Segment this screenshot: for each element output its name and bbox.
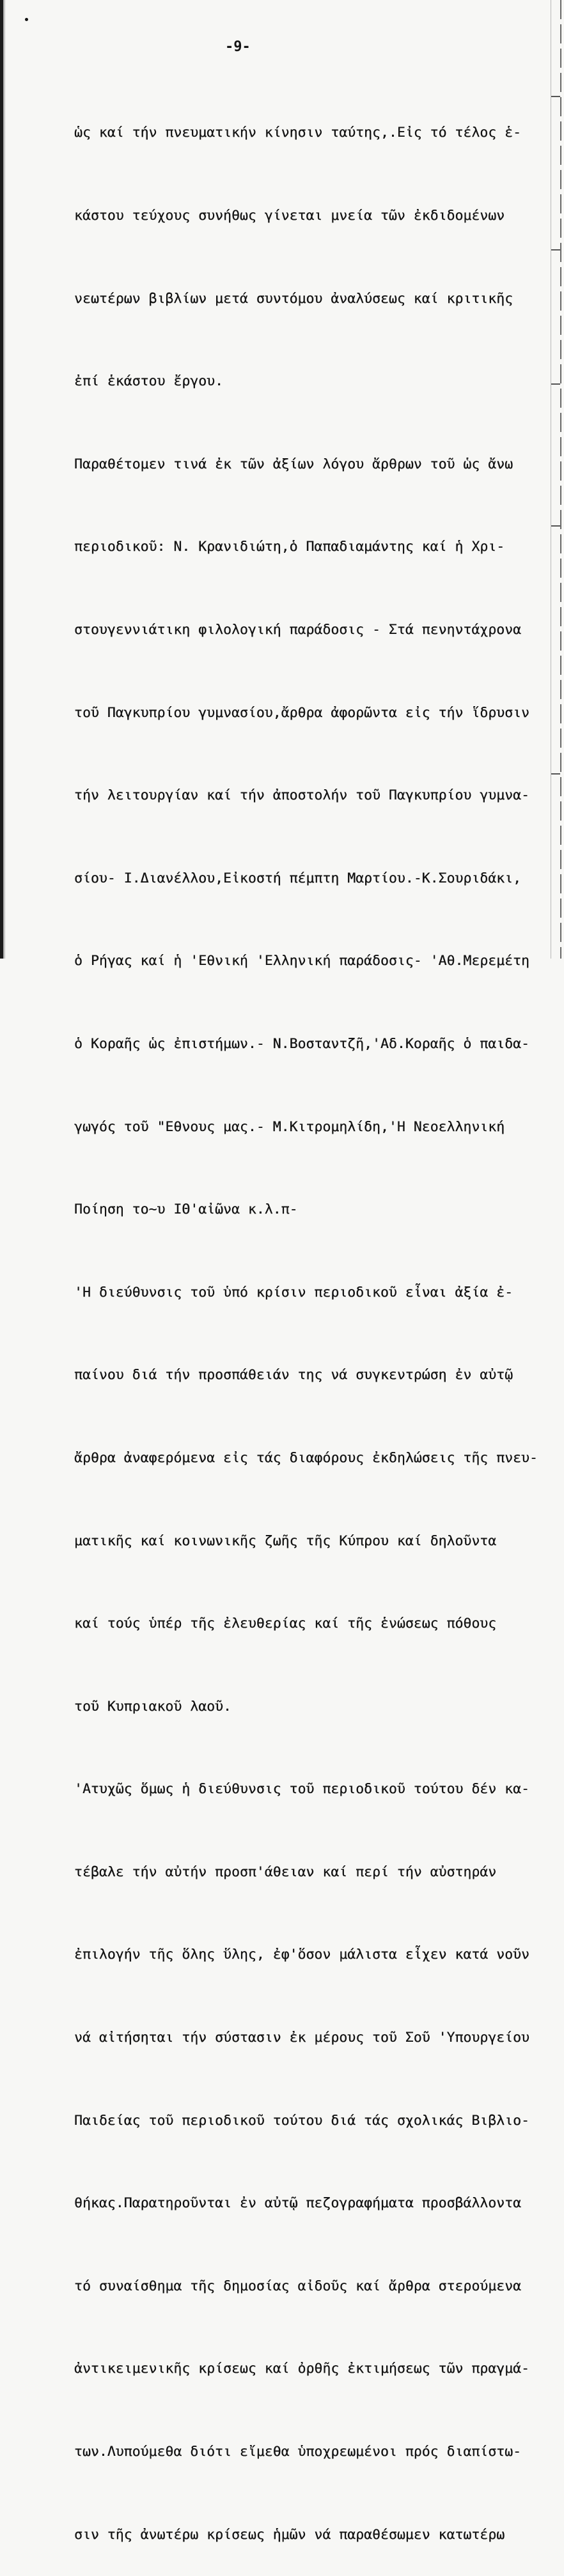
edge-tick: [551, 383, 560, 385]
text-line: Παιδείας τοῦ περιοδικοῦ τούτου διά τάς σχολικάς Βιβλιο-: [74, 2112, 529, 2129]
text-line: ἀντικειμενικῆς κρίσεως καί ὀρθῆς ἐκτιμήσεως τῶν πραγμά-: [74, 2361, 529, 2377]
text-line: γωγός τοῦ "Εθνους μας.- Μ.Κιτρομηλίδη,'Η Νεοελληνική: [74, 1118, 505, 1135]
text-line: τέβαλε τήν αὐτήν προσπ'άθειαν καί περί τήν αὐστηράν: [74, 1863, 497, 1880]
text-line: ὁ Κοραῆς ὡς ἐπιστήμων.- Ν.Βοσταντζῆ,'Αδ.Κοραῆς ὁ παιδα-: [74, 1035, 529, 1052]
text-line: ματικῆς καί κοινωνικῆς ζωῆς τῆς Κύπρου καί δηλοῦντα: [74, 1532, 497, 1549]
text-line: Ποίηση το~υ ΙΘ'αἰῶνα κ.λ.π-: [74, 1201, 298, 1218]
text-line: των.Λυπούμεθα διότι εἴμεθα ὑποχρεωμένοι πρός διαπίστω-: [74, 2444, 521, 2460]
text-line: τοῦ Παγκυπρίου γυμνασίου,ἄρθρα ἀφορῶντα εἰς τήν ἵδρυσιν: [74, 704, 529, 721]
edge-tick: [551, 96, 560, 97]
text-line: παίνου διά τήν προσπάθειάν της νά συγκεντρώση ἐν αὐτῷ: [74, 1367, 513, 1384]
ink-speck: [25, 18, 28, 21]
edge-tick: [551, 773, 560, 775]
text-line: κάστου τεύχους συνήθως γίνεται μνεία τῶν ἐκδιδομένων: [74, 208, 505, 224]
text-line: ὁ Ρήγας καί ἡ 'Εθνική 'Ελληνική παράδοσις- 'Αθ.Μερεμέτη: [74, 953, 529, 969]
document-body: [74, 64, 551, 2576]
page-number: -9-: [225, 39, 251, 55]
page-left-shadow: [3, 0, 6, 959]
text-line: στουγεννιάτικη φιλολογική παράδοσις - Στά πενηντάχρονα: [74, 621, 521, 638]
text-line: ὡς καί τήν πνευματικήν κίνησιν ταύτης,.Εἰς τό τέλος ἑ-: [74, 125, 521, 141]
text-line: τήν λειτουργίαν καί τήν ἀποστολήν τοῦ Παγκυπρίου γυμνα-: [74, 787, 529, 804]
text-line: νεωτέρων βιβλίων μετά συντόμου ἀναλύσεως καί κριτικῆς: [74, 290, 513, 307]
edge-tick: [551, 249, 560, 251]
text-line: ἐπί ἑκάστου ἔργου.: [74, 373, 223, 390]
text-line: 'Ατυχῶς ὅμως ἡ διεύθυνσις τοῦ περιοδικοῦ τούτου δέν κα-: [74, 1781, 529, 1798]
text-line: ἄρθρα ἀναφερόμενα εἰς τάς διαφόρους ἐκδηλώσεις τῆς πνευ-: [74, 1449, 538, 1466]
text-line: τό συναίσθημα τῆς δημοσίας αἰδοῦς καί ἄρθρα στερούμενα: [74, 2278, 521, 2294]
text-line: τοῦ Κυπριακοῦ λαοῦ.: [74, 1698, 231, 1715]
text-line: σίου- Ι.Διανέλλου,Εἰκοστή πέμπτη Μαρτίου.-Κ.Σουριδάκι,: [74, 870, 521, 886]
text-line: νά αἰτήσηται τήν σύστασιν ἐκ μέρους τοῦ Σοῦ 'Υπουργείου: [74, 2030, 529, 2046]
text-line: σιν τῆς ἀνωτέρω κρίσεως ἡμῶν νά παραθέσωμεν κατωτέρω: [74, 2526, 505, 2543]
text-line: Παραθέτομεν τινά ἐκ τῶν ἀξίων λόγου ἄρθρων τοῦ ὡς ἄνω: [74, 456, 513, 472]
text-line: 'Η διεύθυνσις τοῦ ὑπό κρίσιν περιοδικοῦ εἶναι ἀξία ἐ-: [74, 1284, 513, 1300]
edge-tick: [551, 525, 560, 527]
page-right-edge: [560, 0, 561, 959]
text-line: ἐπιλογήν τῆς ὅλης ὕλης, ἐφ'ὅσον μάλιστα εἶχεν κατά νοῦν: [74, 1947, 529, 1963]
text-line: περιοδικοῦ: Ν. Κρανιδιώτη,ὁ Παπαδιαμάντης καί ἡ Χρι-: [74, 539, 505, 555]
text-line: θήκας.Παρατηροῦνται ἐν αὐτῷ πεζογραφήματα προσβάλλοντα: [74, 2195, 521, 2212]
text-line: καί τούς ὑπέρ τῆς ἐλευθερίας καί τῆς ἑνώσεως πόθους: [74, 1616, 497, 1632]
